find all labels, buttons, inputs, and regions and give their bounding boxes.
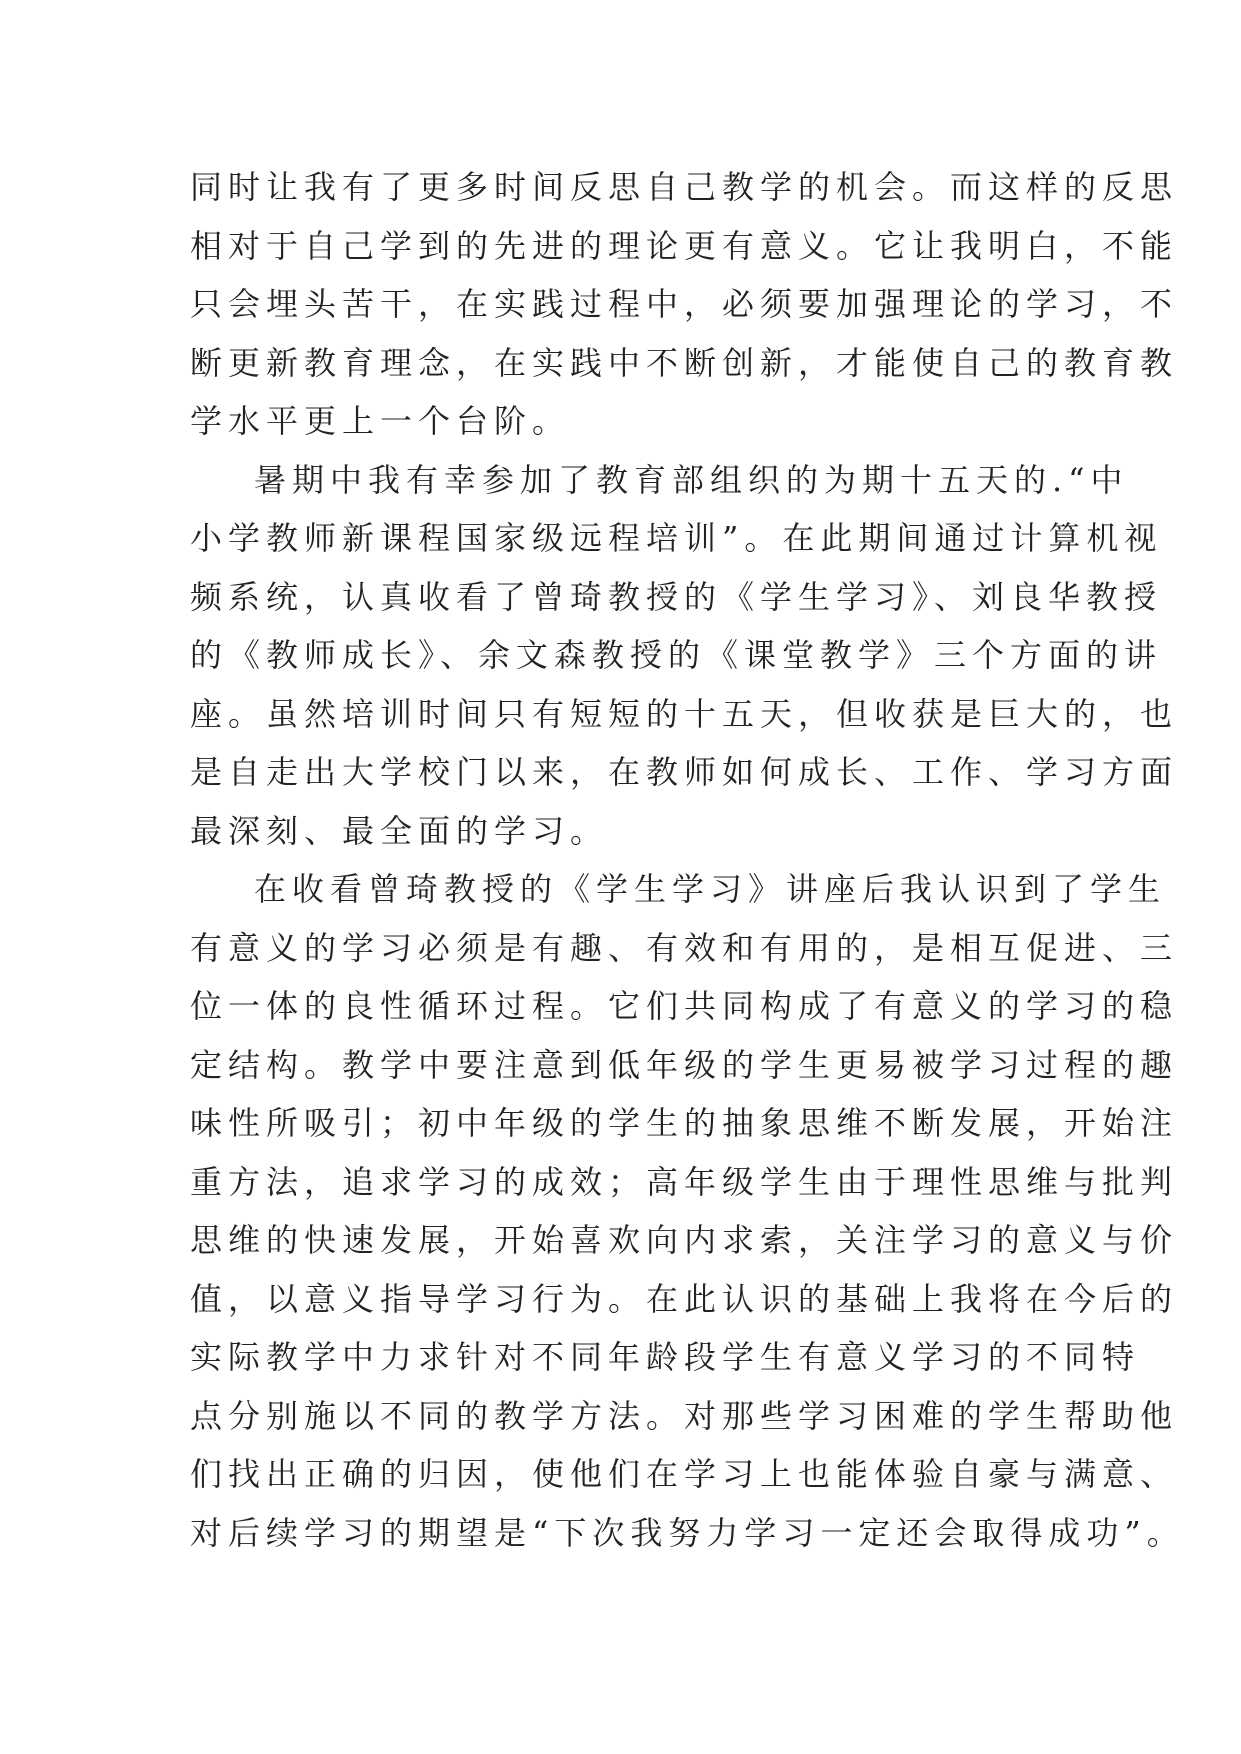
text-line: 小学教师新课程国家级远程培训”。在此期间通过计算机视: [190, 519, 1163, 557]
text-line: 重方法，追求学习的成效；高年级学生由于理性思维与批判: [190, 1162, 1179, 1201]
text-line: 定结构。教学中要注意到低年级的学生更易被学习过程的趣: [190, 1045, 1179, 1084]
text-line: 学水平更上一个台阶。: [190, 402, 571, 440]
text-line: 味性所吸引；初中年级的学生的抽象思维不断发展，开始注: [190, 1104, 1179, 1142]
text-line: 频系统，认真收看了曾琦教授的《学生学习》、刘良华教授: [190, 577, 1163, 616]
text-line: 对后续学习的期望是“下次我努力学习一定还会取得成功”。: [190, 1513, 1185, 1552]
document-body: [190, 158, 1185, 1562]
text-line: 相对于自己学到的先进的理论更有意义。它让我明白，不能: [190, 226, 1179, 265]
text-line: 实际教学中力求针对不同年龄段学生有意义学习的不同特: [190, 1338, 1141, 1376]
text-line: 值，以意义指导学习行为。在此认识的基础上我将在今后的: [190, 1279, 1179, 1318]
text-line: 点分别施以不同的教学方法。对那些学习困难的学生帮助他: [190, 1396, 1179, 1435]
text-line: 座。虽然培训时间只有短短的十五天，但收获是巨大的，也: [190, 694, 1179, 733]
text-line: 最深刻、最全面的学习。: [190, 811, 609, 850]
text-line: 位一体的良性循环过程。它们共同构成了有意义的学习的稳: [190, 987, 1179, 1025]
text-line: 是自走出大学校门以来，在教师如何成长、工作、学习方面: [190, 753, 1179, 791]
text-line: 的《教师成长》、余文森教授的《课堂教学》三个方面的讲: [190, 636, 1163, 674]
text-line: 有意义的学习必须是有趣、有效和有用的，是相互促进、三: [190, 928, 1179, 967]
text-line: 只会埋头苦干，在实践过程中，必须要加强理论的学习，不: [190, 285, 1179, 323]
text-line: 同时让我有了更多时间反思自己教学的机会。而这样的反思: [190, 168, 1179, 206]
text-line: 们找出正确的归因，使他们在学习上也能体验自豪与满意、: [190, 1455, 1179, 1493]
text-line: 断更新教育理念，在实践中不断创新，才能使自己的教育教: [190, 343, 1179, 382]
paragraph-first-line: 在收看曾琦教授的《学生学习》讲座后我认识到了学生: [254, 870, 1167, 908]
paragraph-first-line: 暑期中我有幸参加了教育部组织的为期十五天的.“中: [254, 460, 1129, 499]
text-line: 思维的快速发展，开始喜欢向内求索，关注学习的意义与价: [190, 1221, 1179, 1259]
